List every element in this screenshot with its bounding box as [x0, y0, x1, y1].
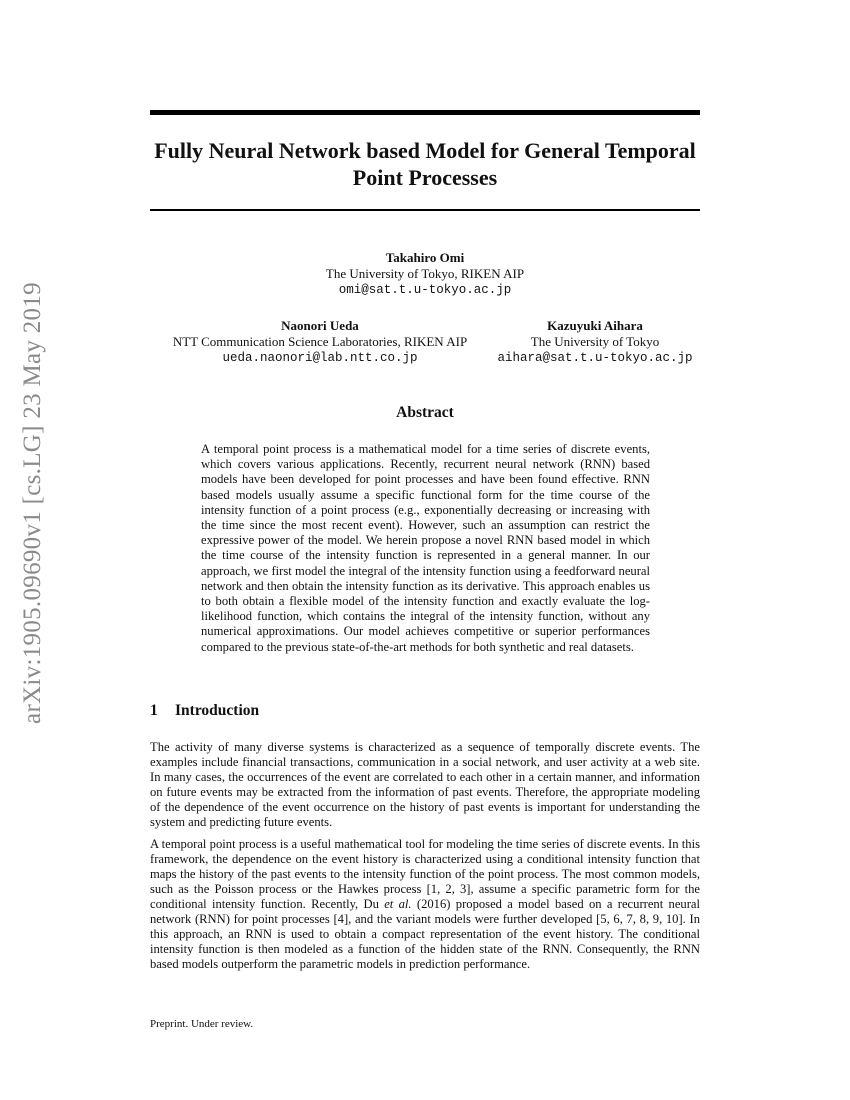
author-affiliation: The University of Tokyo, RIKEN AIP — [325, 266, 525, 281]
abstract-body: A temporal point process is a mathematical model for a time series of discrete events, which covers various applications. Recently, recurrent neural network (RNN) based models have been developed for point processes and have been found effective. RNN based models usually assume a specific functional form for the time course of the intensity function of a point process (e.g., exponentially decreasing or increasing with the time since the most recent event). However, such an assumption can restrict the expressive power of the model. We herein propose a novel RNN based model in which the time course of the intensity function is represented in a general manner. In our approach, we first model the integral of the intensity function using a feedforward neural network and then obtain the intensity function as its derivative. This approach enables us to both obtain a flexible model of the intensity function and exactly evaluate the log-likelihood function, which contains the integral of the intensity function, without any numerical approximations. Our model achieves competitive or superior performances compared to the previous state-of-the-art methods for both synthetic and real datasets. — [201, 442, 650, 654]
author-email: aihara@sat.t.u-tokyo.ac.jp — [497, 351, 693, 365]
introduction-body — [150, 740, 700, 978]
section-heading-introduction — [150, 702, 259, 720]
et-al-emphasis: et al. — [384, 896, 412, 911]
section-title: Introduction — [175, 702, 260, 719]
author-email: ueda.naonori@lab.ntt.co.jp — [222, 351, 418, 365]
author-block-ueda — [150, 318, 490, 366]
preprint-footer: Preprint. Under review. — [150, 1018, 254, 1030]
title-bottom-rule — [150, 209, 700, 211]
paragraph-text: A temporal point process is a useful mathematical tool for modeling the time series of discrete events. In this framework, the dependence on the event history is characterized using a conditional intensity function that maps the history of the past events to the intensity function of the point process. The most common models, such as the Poisson process or the Hawkes process [1, 2, 3], assume a specific parametric form for the conditional intensity function. Recently, Du — [150, 836, 700, 911]
section-number: 1 — [150, 702, 158, 719]
abstract-heading: Abstract — [396, 404, 454, 421]
title-top-rule — [150, 110, 700, 115]
author-email: omi@sat.t.u-tokyo.ac.jp — [338, 283, 512, 297]
author-name: Naonori Ueda — [281, 318, 359, 333]
author-affiliation: NTT Communication Science Laboratories, RIKEN AIP — [172, 334, 468, 349]
arxiv-identifier-text: arXiv:1905.09690v1 [cs.LG] 23 May 2019 — [19, 282, 46, 724]
author-name: Takahiro Omi — [385, 250, 465, 265]
author-block-aihara — [490, 318, 700, 366]
intro-paragraph-1: The activity of many diverse systems is characterized as a sequence of temporally discrete events. The examples include financial transactions, communication in a social network, and user activity at a web site. In many cases, the occurrences of the event are correlated to each other in a certain manner, and information on future events may be extracted from the information of past events. Therefore, the appropriate modeling of the dependence of the event occurrence on the history of past events is important for understanding the system and predicting future events. — [150, 740, 700, 830]
author-block-omi — [300, 250, 550, 298]
paper-title: Fully Neural Network based Model for General Temporal Point Processes — [154, 138, 696, 190]
paragraph-text: (2016) proposed a model based on a recurrent neural network (RNN) for point processes [4], and the variant models were further developed [5, 6, 7, 8, 9, 10]. In this approach, an RNN is used to obtain a compact representation of the event history. The conditional intensity function is then modeled as a function of the hidden state of the RNN. Consequently, the RNN based models outperform the parametric models in prediction performance. — [150, 896, 700, 972]
intro-paragraph-2 — [150, 837, 700, 973]
author-affiliation: The University of Tokyo — [530, 334, 660, 349]
author-name: Kazuyuki Aihara — [547, 318, 643, 333]
arxiv-identifier-stamp — [10, 258, 56, 748]
